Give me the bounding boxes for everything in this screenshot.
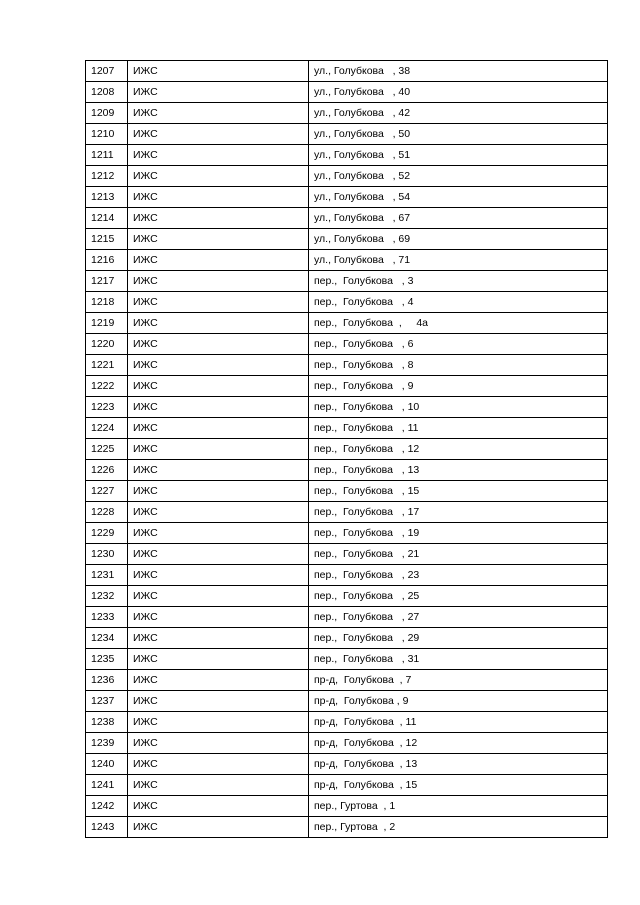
object-type-cell: ИЖС [128,208,309,229]
table-row [86,586,608,607]
table-row [86,607,608,628]
row-number-cell: 1226 [86,460,128,481]
object-type-cell: ИЖС [128,775,309,796]
table-row [86,166,608,187]
address-cell: пер., Голубкова , 13 [309,460,608,481]
address-cell: пер., Голубкова , 12 [309,439,608,460]
table-row [86,544,608,565]
row-number-cell: 1241 [86,775,128,796]
table-row [86,502,608,523]
table-row [86,796,608,817]
table-row [86,145,608,166]
object-type-cell: ИЖС [128,439,309,460]
object-type-cell: ИЖС [128,418,309,439]
table-row [86,628,608,649]
address-cell: ул., Голубкова , 71 [309,250,608,271]
table-row [86,691,608,712]
table-row [86,523,608,544]
table-row [86,733,608,754]
address-cell: ул., Голубкова , 67 [309,208,608,229]
table-row [86,817,608,838]
row-number-cell: 1239 [86,733,128,754]
object-type-cell: ИЖС [128,187,309,208]
object-type-cell: ИЖС [128,229,309,250]
address-cell: пер., Голубкова , 29 [309,628,608,649]
row-number-cell: 1236 [86,670,128,691]
address-table-body [86,61,608,838]
table-row [86,775,608,796]
address-cell: пр-д, Голубкова , 7 [309,670,608,691]
object-type-cell: ИЖС [128,544,309,565]
row-number-cell: 1212 [86,166,128,187]
address-cell: ул., Голубкова , 40 [309,82,608,103]
object-type-cell: ИЖС [128,355,309,376]
address-cell: ул., Голубкова , 50 [309,124,608,145]
table-row [86,397,608,418]
address-cell: пер., Голубкова , 23 [309,565,608,586]
object-type-cell: ИЖС [128,691,309,712]
table-row [86,187,608,208]
table-row [86,82,608,103]
object-type-cell: ИЖС [128,586,309,607]
row-number-cell: 1222 [86,376,128,397]
row-number-cell: 1229 [86,523,128,544]
address-cell: пер., Голубкова , 15 [309,481,608,502]
address-cell: пр-д, Голубкова , 12 [309,733,608,754]
address-cell: пер., Гуртова , 2 [309,817,608,838]
row-number-cell: 1208 [86,82,128,103]
table-row [86,355,608,376]
row-number-cell: 1227 [86,481,128,502]
object-type-cell: ИЖС [128,166,309,187]
table-row [86,250,608,271]
table-row [86,439,608,460]
row-number-cell: 1210 [86,124,128,145]
object-type-cell: ИЖС [128,292,309,313]
object-type-cell: ИЖС [128,124,309,145]
row-number-cell: 1209 [86,103,128,124]
address-cell: ул., Голубкова , 54 [309,187,608,208]
object-type-cell: ИЖС [128,628,309,649]
object-type-cell: ИЖС [128,313,309,334]
object-type-cell: ИЖС [128,145,309,166]
object-type-cell: ИЖС [128,712,309,733]
table-row [86,103,608,124]
address-cell: пер., Голубкова , 25 [309,586,608,607]
row-number-cell: 1240 [86,754,128,775]
row-number-cell: 1219 [86,313,128,334]
address-cell: пер., Гуртова , 1 [309,796,608,817]
address-cell: пер., Голубкова , 9 [309,376,608,397]
table-row [86,229,608,250]
object-type-cell: ИЖС [128,397,309,418]
object-type-cell: ИЖС [128,523,309,544]
row-number-cell: 1242 [86,796,128,817]
table-row [86,313,608,334]
row-number-cell: 1216 [86,250,128,271]
address-cell: пер., Голубкова , 11 [309,418,608,439]
object-type-cell: ИЖС [128,61,309,82]
table-row [86,565,608,586]
row-number-cell: 1237 [86,691,128,712]
object-type-cell: ИЖС [128,82,309,103]
address-cell: пр-д, Голубкова , 9 [309,691,608,712]
row-number-cell: 1211 [86,145,128,166]
table-row [86,271,608,292]
object-type-cell: ИЖС [128,670,309,691]
row-number-cell: 1234 [86,628,128,649]
address-cell: ул., Голубкова , 52 [309,166,608,187]
object-type-cell: ИЖС [128,607,309,628]
row-number-cell: 1224 [86,418,128,439]
address-cell: пер., Голубкова , 19 [309,523,608,544]
table-row [86,124,608,145]
row-number-cell: 1214 [86,208,128,229]
object-type-cell: ИЖС [128,796,309,817]
address-cell: пр-д, Голубкова , 15 [309,775,608,796]
address-cell: пр-д, Голубкова , 13 [309,754,608,775]
row-number-cell: 1235 [86,649,128,670]
row-number-cell: 1221 [86,355,128,376]
table-row [86,61,608,82]
address-cell: пер., Голубкова , 4а [309,313,608,334]
address-cell: пер., Голубкова , 31 [309,649,608,670]
object-type-cell: ИЖС [128,733,309,754]
address-cell: пр-д, Голубкова , 11 [309,712,608,733]
address-cell: пер., Голубкова , 6 [309,334,608,355]
object-type-cell: ИЖС [128,250,309,271]
table-row [86,460,608,481]
address-cell: ул., Голубкова , 51 [309,145,608,166]
object-type-cell: ИЖС [128,754,309,775]
row-number-cell: 1207 [86,61,128,82]
object-type-cell: ИЖС [128,271,309,292]
table-row [86,649,608,670]
row-number-cell: 1243 [86,817,128,838]
table-row [86,754,608,775]
row-number-cell: 1228 [86,502,128,523]
row-number-cell: 1213 [86,187,128,208]
address-cell: пер., Голубкова , 27 [309,607,608,628]
address-cell: пер., Голубкова , 17 [309,502,608,523]
table-row [86,208,608,229]
address-cell: пер., Голубкова , 10 [309,397,608,418]
row-number-cell: 1231 [86,565,128,586]
row-number-cell: 1225 [86,439,128,460]
table-row [86,334,608,355]
row-number-cell: 1238 [86,712,128,733]
row-number-cell: 1223 [86,397,128,418]
row-number-cell: 1230 [86,544,128,565]
row-number-cell: 1217 [86,271,128,292]
address-cell: ул., Голубкова , 42 [309,103,608,124]
row-number-cell: 1233 [86,607,128,628]
address-table [85,60,608,838]
object-type-cell: ИЖС [128,481,309,502]
object-type-cell: ИЖС [128,334,309,355]
row-number-cell: 1218 [86,292,128,313]
address-cell: ул., Голубкова , 38 [309,61,608,82]
table-row [86,292,608,313]
table-row [86,712,608,733]
row-number-cell: 1215 [86,229,128,250]
table-row [86,376,608,397]
row-number-cell: 1220 [86,334,128,355]
row-number-cell: 1232 [86,586,128,607]
address-cell: ул., Голубкова , 69 [309,229,608,250]
address-cell: пер., Голубкова , 8 [309,355,608,376]
object-type-cell: ИЖС [128,460,309,481]
object-type-cell: ИЖС [128,649,309,670]
object-type-cell: ИЖС [128,502,309,523]
table-row [86,481,608,502]
object-type-cell: ИЖС [128,103,309,124]
object-type-cell: ИЖС [128,376,309,397]
object-type-cell: ИЖС [128,565,309,586]
address-cell: пер., Голубкова , 4 [309,292,608,313]
table-row [86,418,608,439]
object-type-cell: ИЖС [128,817,309,838]
address-cell: пер., Голубкова , 3 [309,271,608,292]
table-row [86,670,608,691]
address-cell: пер., Голубкова , 21 [309,544,608,565]
